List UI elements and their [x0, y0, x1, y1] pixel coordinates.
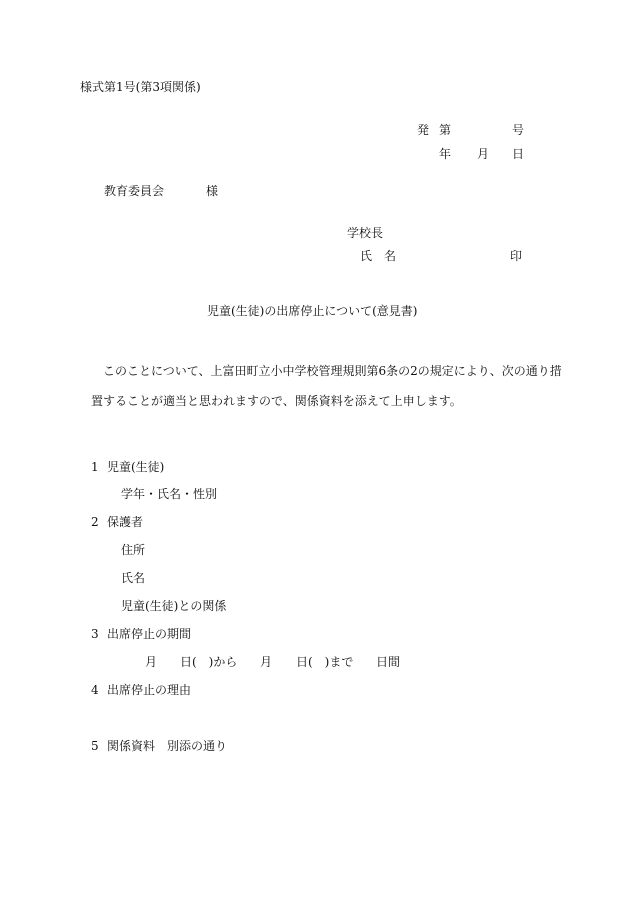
item-2-sub-3: 児童(生徒)との関係 — [121, 599, 227, 613]
sender-title: 学校長 — [347, 226, 384, 240]
item-2-sub-1: 住所 — [121, 543, 146, 557]
issue-hatsu: 発 — [417, 123, 430, 137]
document-title: 児童(生徒)の出席停止について(意見書) — [207, 304, 418, 318]
item-2-label: 保護者 — [107, 515, 144, 529]
period-total: 日間 — [376, 655, 401, 669]
addressee-honorific: 様 — [206, 184, 219, 198]
item-5-number: 5 — [91, 739, 99, 753]
item-3-label: 出席停止の期間 — [107, 627, 192, 641]
item-1-sub-1: 学年・氏名・性別 — [121, 487, 218, 501]
item-1-number: 1 — [91, 460, 99, 474]
period-month-2: 月 — [260, 655, 273, 669]
issue-go: 号 — [512, 123, 525, 137]
body-line-1: このことについて、上富田町立小中学校管理規則第6条の2の規定により、次の通り措 — [103, 364, 562, 378]
form-id: 様式第1号(第3項関係) — [80, 80, 201, 94]
item-5-label: 関係資料 — [107, 739, 156, 753]
item-1-label: 児童(生徒) — [107, 460, 165, 474]
item-4-label: 出席停止の理由 — [107, 683, 192, 697]
sender-seal: 印 — [510, 249, 523, 263]
item-2-sub-2: 氏名 — [121, 571, 146, 585]
item-4-number: 4 — [91, 683, 99, 697]
issue-month: 月 — [477, 147, 490, 161]
addressee-name: 教育委員会 — [104, 184, 165, 198]
item-2-number: 2 — [91, 515, 99, 529]
issue-dai: 第 — [439, 123, 452, 137]
issue-year: 年 — [439, 147, 452, 161]
item-3-number: 3 — [91, 627, 99, 641]
issue-day: 日 — [512, 147, 525, 161]
sender-name-label: 氏 名 — [360, 249, 397, 263]
period-month-1: 月 — [145, 655, 158, 669]
period-day-2: 日( )まで — [296, 655, 354, 669]
item-5-value: 別添の通り — [167, 739, 228, 753]
period-day-1: 日( )から — [180, 655, 238, 669]
body-line-2: 置することが適当と思われますので、関係資料を添えて上申します。 — [91, 394, 462, 408]
